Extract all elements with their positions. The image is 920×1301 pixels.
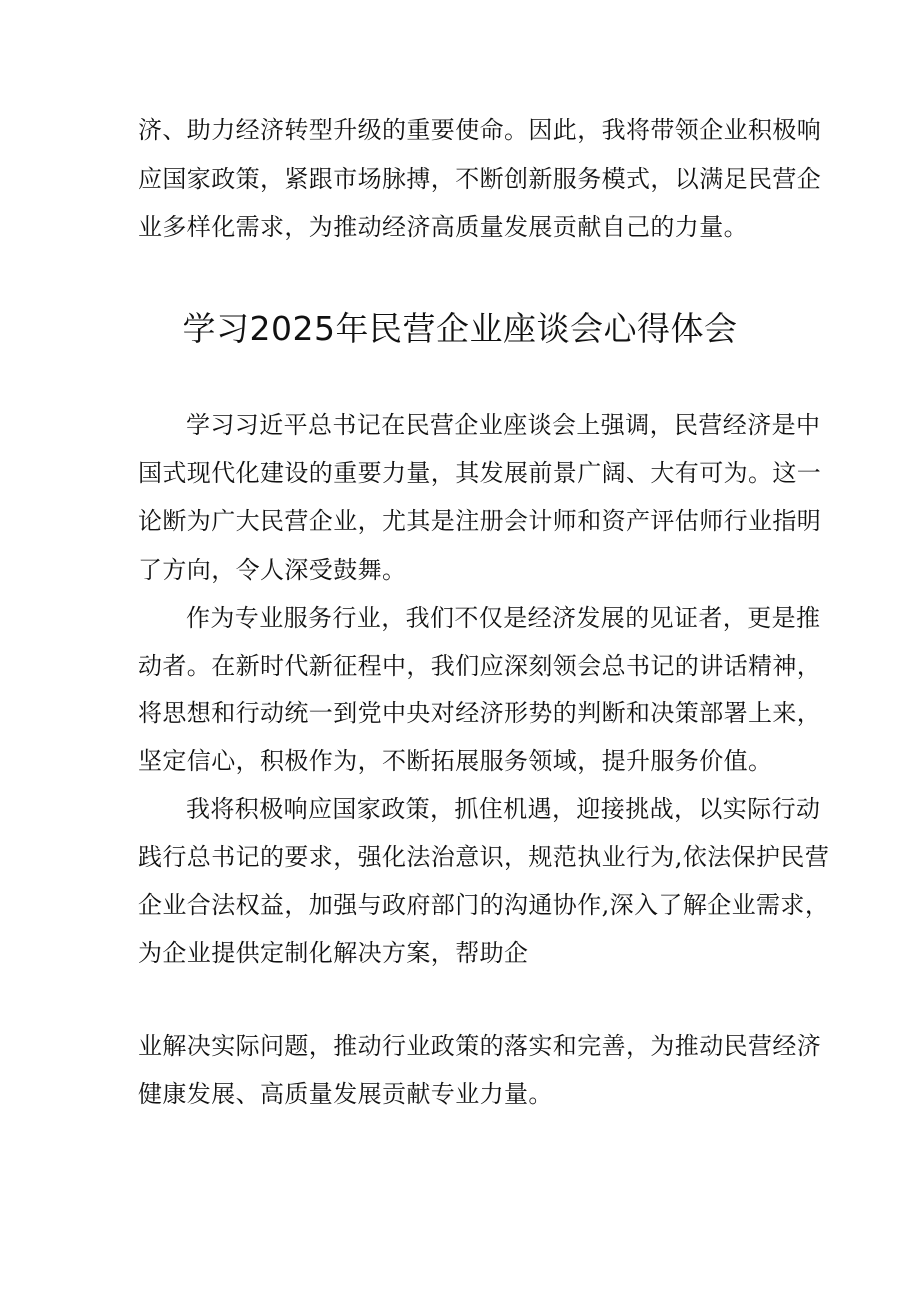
paragraph1-line-2: 国式现代化建设的重要力量，其发展前景广阔、大有可为。这一 (138, 459, 822, 487)
paragraph3-line-4: 为企业提供定制化解决方案，帮助企 (138, 939, 529, 967)
intro-line-1: 济、助力经济转型升级的重要使命。因此，我将带领企业积极响 (138, 116, 822, 144)
intro-line-2: 应国家政策，紧跟市场脉搏，不断创新服务模式，以满足民营企 (138, 165, 822, 193)
paragraph2-line-1: 作为专业服务行业，我们不仅是经济发展的见证者，更是推 (186, 604, 821, 632)
paragraph3-line-1: 我将积极响应国家政策，抓住机遇，迎接挑战，以实际行动 (186, 795, 821, 823)
paragraph2-line-4: 坚定信心，积极作为，不断拓展服务领域，提升服务价值。 (138, 747, 773, 775)
paragraph2-line-3: 将思想和行动统一到党中央对经济形势的判断和决策部署上来， (138, 699, 822, 727)
paragraph1-line-1: 学习习近平总书记在民营企业座谈会上强调，民营经济是中 (186, 411, 821, 439)
paragraph4-line-1: 业解决实际问题，推动行业政策的落实和完善，为推动民营经济 (138, 1032, 822, 1060)
intro-line-3: 业多样化需求，为推动经济高质量发展贡献自己的力量。 (138, 213, 748, 241)
paragraph1-line-4: 了方向，令人深受鼓舞。 (138, 556, 407, 584)
paragraph3-line-2: 践行总书记的要求，强化法治意识，规范执业行为,依法保护民营 (138, 843, 830, 871)
paragraph2-line-2: 动者。在新时代新征程中，我们应深刻领会总书记的讲话精神， (138, 652, 822, 680)
document-title: 学习2025年民营企业座谈会心得体会 (182, 309, 738, 348)
paragraph3-line-3: 企业合法权益，加强与政府部门的沟通协作,深入了解企业需求， (138, 891, 830, 919)
paragraph1-line-3: 论断为广大民营企业，尤其是注册会计师和资产评估师行业指明 (138, 507, 822, 535)
paragraph4-line-2: 健康发展、高质量发展贡献专业力量。 (138, 1080, 553, 1108)
